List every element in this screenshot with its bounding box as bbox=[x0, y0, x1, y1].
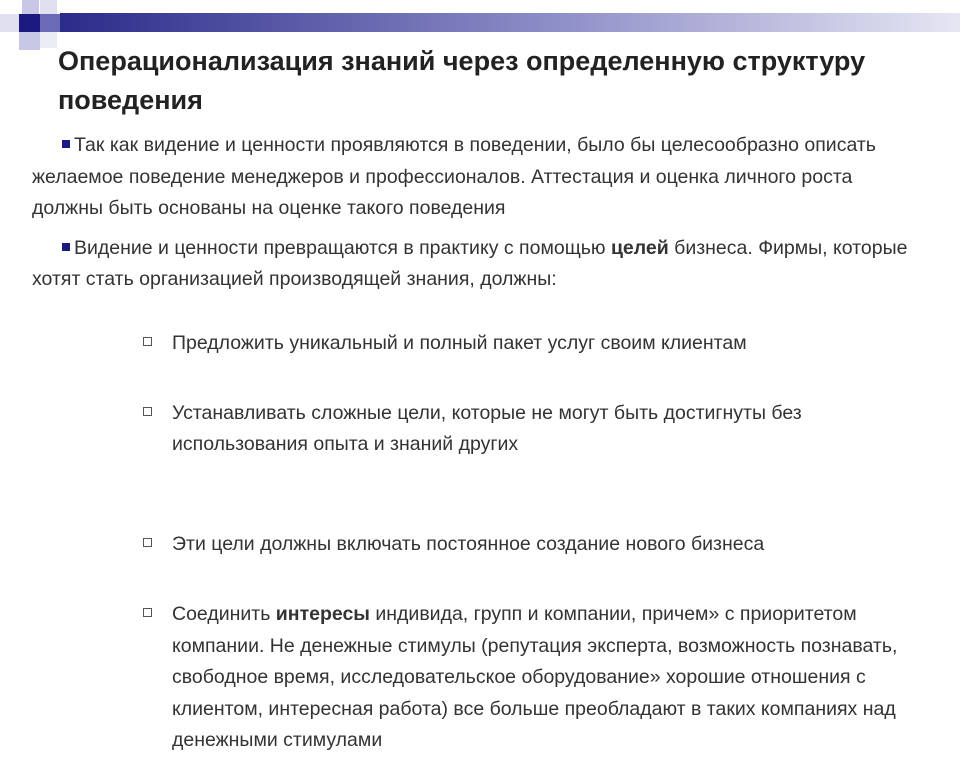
deco-square bbox=[0, 14, 19, 32]
square-bullet-icon bbox=[62, 140, 70, 148]
list-item-text: Предложить уникальный и полный пакет услуг своим клиентам bbox=[172, 332, 747, 354]
square-bullet-icon bbox=[62, 243, 70, 251]
list-item bbox=[140, 328, 910, 360]
sub-list bbox=[140, 0, 910, 751]
paragraph-2-bold: целей bbox=[610, 236, 669, 259]
deco-square bbox=[40, 0, 57, 14]
list-item-text: Эти цели должны включать постоянное создание нового бизнеса bbox=[172, 532, 765, 555]
paragraph-1-text: Так как видение и ценности проявляются в поведении, было бы целесообразно описать желаемое поведение менеджеров и профессионалов. Аттестация и оценка личного роста должны быть основаны на оценке такого поведения bbox=[32, 134, 876, 219]
list-item bbox=[140, 398, 910, 461]
deco-square bbox=[40, 32, 57, 48]
list-item-text-after: индивида, групп и компании, причем» с приоритетом компании. Не денежные стимулы (репутация эксперта, возможность познавать, свободное время, исследовательское оборудование» хорошие отношения с клиентом, интересная работа) все больше преобладают в таких компаниях над денежными стимулами bbox=[172, 603, 898, 751]
list-item-text-before: Соединить bbox=[172, 603, 276, 625]
hollow-square-bullet-icon bbox=[143, 337, 152, 346]
list-item-bold: интересы bbox=[275, 603, 370, 625]
list-item bbox=[140, 529, 910, 561]
deco-square bbox=[22, 0, 39, 14]
slide-title: Операционализация знаний через определенную структуру поведения bbox=[58, 46, 866, 115]
paragraph-2-text-after: бизнеса. Фирмы, которые хотят стать организацией производящей знания, должны: bbox=[32, 236, 908, 290]
deco-square bbox=[40, 14, 60, 32]
hollow-square-bullet-icon bbox=[143, 538, 152, 547]
hollow-square-bullet-icon bbox=[143, 407, 152, 416]
hollow-square-bullet-icon bbox=[143, 608, 152, 617]
deco-square bbox=[19, 14, 40, 32]
paragraph-2-text-before: Видение и ценности превращаются в практику с помощью bbox=[74, 236, 611, 259]
list-item-text: Устанавливать сложные цели, которые не могут быть достигнуты без использования опыта и знаний других bbox=[172, 401, 802, 455]
list-item bbox=[140, 599, 910, 757]
deco-square bbox=[19, 32, 40, 50]
